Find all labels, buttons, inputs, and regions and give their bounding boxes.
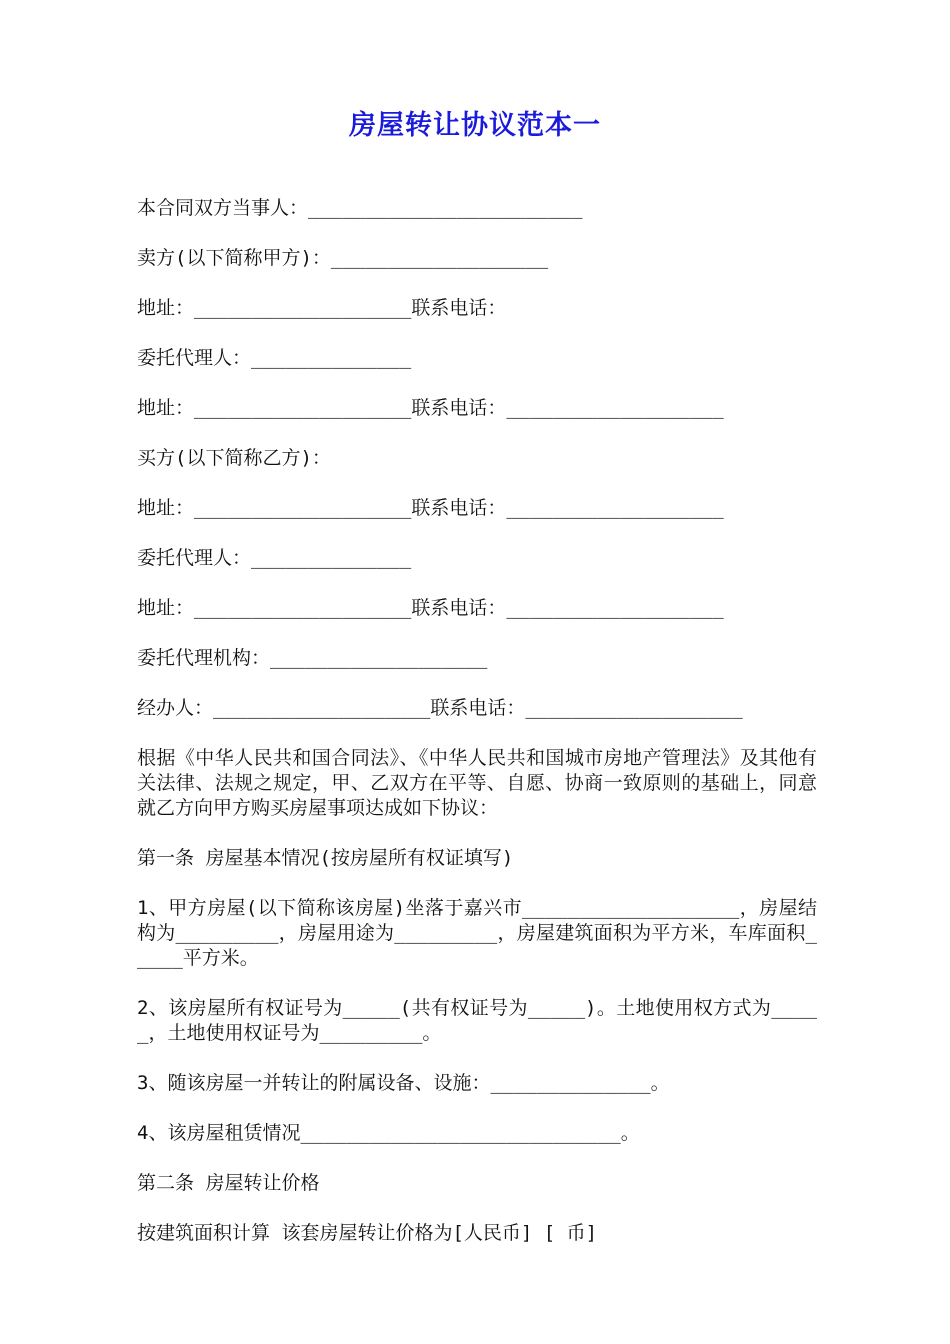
handler-line: 经办人：___________________联系电话：___________________ [137,697,743,719]
clause-1-3: 3、随该房屋一并转让的附属设备、设施：______________。 [137,1072,670,1094]
document-body [137,196,817,1271]
clause-1-2: 2、该房屋所有权证号为_____(共有权证号为_____)。土地使用权方式为_____，土地使用权证号为_________。 [137,997,817,1044]
article-1-heading: 第一条 房屋基本情况(按房屋所有权证填写) [137,847,514,869]
agency-line: 委托代理机构：___________________ [137,647,488,669]
party-line: 本合同双方当事人：________________________ [137,197,583,219]
buyer-agent-address-line: 地址：___________________联系电话：___________________ [137,597,724,619]
seller-agent-address-line: 地址：___________________联系电话：___________________ [137,397,724,419]
price-clause: 按建筑面积计算 该套房屋转让价格为[人民币] [ 币] [137,1222,598,1244]
buyer-agent-line: 委托代理人：______________ [137,547,412,569]
buyer-line: 买方(以下简称乙方)： [137,447,331,469]
article-2-heading: 第二条 房屋转让价格 [137,1172,320,1194]
clause-1-1: 1、甲方房屋(以下简称该房屋)坐落于嘉兴市___________________，房屋结构为_________，房屋用途为_________，房屋建筑面积为平方米，车库面积_____平方米。 [137,897,817,969]
seller-address-line: 地址：___________________联系电话： [137,297,507,319]
document-title: 房屋转让协议范本一 [349,110,601,141]
seller-line: 卖方(以下简称甲方)：___________________ [137,247,549,269]
preamble-paragraph: 根据《中华人民共和国合同法》、《中华人民共和国城市房地产管理法》及其他有关法律、法规之规定，甲、乙双方在平等、自愿、协商一致原则的基础上，同意就乙方向甲方购买房屋事项达成如下协议： [137,747,817,819]
clause-1-4: 4、该房屋租赁情况____________________________。 [137,1122,640,1144]
buyer-address-line: 地址：___________________联系电话：___________________ [137,497,724,519]
seller-agent-line: 委托代理人：______________ [137,347,412,369]
